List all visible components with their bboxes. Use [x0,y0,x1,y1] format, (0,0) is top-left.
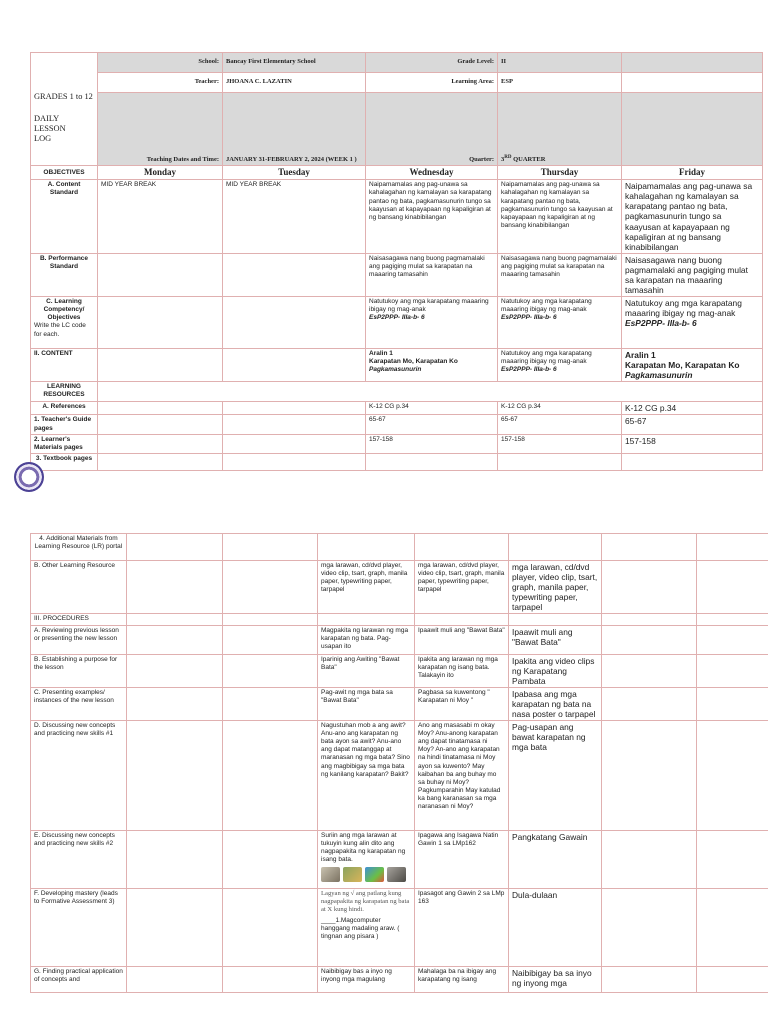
r1c3 [223,534,318,561]
content-label: II. CONTENT [31,349,98,382]
r10c2 [127,966,223,992]
friday-purpose: Ipakita ang video clips ng Karapatang Pambata [509,654,602,687]
r4c7 [602,625,697,654]
tuesday-content [223,349,366,382]
thursday-performance-standard: Naisasagawa nang buong pagmamalaki ang pagiging mulat sa karapatan na maaaring tamasahin [498,253,622,296]
discussing-1-label: D. Discussing new concepts and practicing new skills #1 [31,720,127,830]
school-label: School: [98,53,223,73]
r7c3 [223,720,318,830]
r10c8 [697,966,768,992]
wednesday-reviewing: Magpakita ng larawan ng mga karapatan ng bata. Pag-usapan ito [318,625,415,654]
thursday-discussing-2: Ipagawa ang Isagawa Natin Gawin 1 sa LMp162 [415,830,509,888]
monday-competency [98,297,223,349]
r8c2 [127,830,223,888]
discussing-2-label: E. Discussing new concepts and practicing new skills #2 [31,830,127,888]
dates-label: Teaching Dates and Time: [98,93,223,166]
friday-discussing-2: Pangkatang Gawain [509,830,602,888]
friday-performance-standard: Naisasagawa nang buong pagmamalaki ang pagiging mulat sa karapatan na maaaring tamasahin [622,253,763,296]
area-value: ESP [498,73,622,93]
r8c8 [697,830,768,888]
r6c8 [697,687,768,720]
thursday-application: Mahalaga ba na ibigay ang karapatang ng isang [415,966,509,992]
tuesday-performance-standard [223,253,366,296]
friday-lm: 157-158 [622,434,763,453]
tuesday-lm [223,434,366,453]
thursday-lm: 157-158 [498,434,622,453]
day-monday: Monday [98,166,223,180]
day-friday: Friday [622,166,763,180]
r2c3 [223,561,318,614]
r6c7 [602,687,697,720]
r3c7 [602,614,697,625]
r4c2 [127,625,223,654]
friday-mastery: Dula-dulaan [509,888,602,966]
thursday-discussing-1: Ano ang masasabi m okay Moy? Anu-anong karapatan ang dapat tinatamasa ni Moy? An-ano ang karapatan na hindi tinatamasa ni Moy ayon sa kuwento? May kaibahan ba ang buhay mo sa buhay ni Moy? Pagkumparahin May katulad ka bang karanasan sa mga naranasan ni Moy? [415,720,509,830]
r9c8 [697,888,768,966]
area-label: Learning Area: [366,73,498,93]
thursday-other-resource: mga larawan, cd/dvd player, video clip, tsart, graph, manila paper, typewriting paper, tarpapel [415,561,509,614]
friday-reviewing: Ipaawit muli ang "Bawat Bata" [509,625,602,654]
content-standard-label: A. Content Standard [31,180,98,254]
wednesday-discussing-2: Suriin ang mga larawan at tukuyin kung alin dito ang nagpapakita ng karapatan ng isang bata. [318,830,415,888]
monday-tb [98,453,223,470]
monday-tg [98,415,223,434]
picture-2-icon [343,867,362,882]
thursday-references: K-12 CG p.34 [498,402,622,415]
wednesday-references: K-12 CG p.34 [366,402,498,415]
r9c2 [127,888,223,966]
dll-header-table [30,52,763,471]
performance-standard-label: B. Performance Standard [31,253,98,296]
dll-procedures-table [30,533,768,993]
friday-application: Naibibigay ba sa inyo ng inyong mga [509,966,602,992]
mastery-label: F. Developing mastery (leads to Formative Assessment 3) [31,888,127,966]
picture-3-icon [365,867,384,882]
thursday-presenting: Pagbasa sa kuwentong " Karapatan ni Moy " [415,687,509,720]
thursday-purpose: Ipakita ang larawan ng mga karapatan ng isang bata. Talakayin ito [415,654,509,687]
competency-label: C. Learning Competency/ Objectives [43,298,85,322]
r6c2 [127,687,223,720]
picture-1-icon [321,867,340,882]
purpose-label: B. Establishing a purpose for the lesson [31,654,127,687]
competency-label-cell [31,297,98,349]
presenting-label: C. Presenting examples/ instances of the new lesson [31,687,127,720]
r3c6 [509,614,602,625]
r8c3 [223,830,318,888]
r1c6 [509,534,602,561]
wednesday-content: Aralin 1 Karapatan Mo, Karapatan Ko Pagkamasunurin [366,349,498,382]
friday-other-resource: mga larawan, cd/dvd player, video clip, tsart, graph, manila paper, typewriting paper, tarpapel [509,561,602,614]
r2c8 [697,561,768,614]
r1c2 [127,534,223,561]
thursday-reviewing: Ipaawit muli ang "Bawat Bata" [415,625,509,654]
tuesday-content-standard: MID YEAR BREAK [223,180,366,254]
tuesday-competency [223,297,366,349]
picture-thumbnails [321,867,411,883]
friday-competency: Natutukoy ang mga karapatang maaaring ibigay ng mag-anak EsP2PPP- IIIa-b- 6 [622,297,763,349]
header-blank-1 [622,53,763,73]
day-tuesday: Tuesday [223,166,366,180]
r3c8 [697,614,768,625]
r5c7 [602,654,697,687]
wednesday-purpose: Iparinig ang Awiting "Bawat Bata" [318,654,415,687]
r7c7 [602,720,697,830]
learning-resources-heading: LEARNING RESOURCES [31,382,98,402]
wednesday-lm: 157-158 [366,434,498,453]
friday-tb [622,453,763,470]
r7c2 [127,720,223,830]
procedures-heading: III. PROCEDURES [31,614,127,625]
wednesday-presenting: Pag-awit ng mga bata sa "Bawat Bata" [318,687,415,720]
quarter-value: 3RD QUARTER [498,93,622,166]
r7c8 [697,720,768,830]
r3c4 [318,614,415,625]
thursday-content: Natutukoy ang mga karapatang maaaring ibigay ng mag-anak EsP2PPP- IIIa-b- 6 [498,349,622,382]
r1c7 [602,534,697,561]
r1c5 [415,534,509,561]
teacher-label: Teacher: [98,73,223,93]
teacher-value: JHOANA C. LAZATIN [223,73,366,93]
friday-discussing-1: Pag-usapan ang bawat karapatan ng mga bata [509,720,602,830]
header-blank-3 [622,93,763,166]
friday-references: K-12 CG p.34 [622,402,763,415]
monday-performance-standard [98,253,223,296]
friday-presenting: Ipabasa ang mga karapatan ng bata na nasa poster o tarpapel [509,687,602,720]
r3c3 [223,614,318,625]
friday-content-standard: Naipamamalas ang pag-unawa sa kahalagahan ng kamalayan sa karapatang pantao ng bata, pagkamasunurin tungo sa kaayusan at kapayapaan ng kapaligiran at ng bansang kinabibilangan [622,180,763,254]
friday-tg: 65-67 [622,415,763,434]
r2c7 [602,561,697,614]
additional-materials-label: 4. Additional Materials from Learning Resource (LR) portal [31,534,127,561]
r10c7 [602,966,697,992]
monday-content-standard: MID YEAR BREAK [98,180,223,254]
r5c2 [127,654,223,687]
school-value: Bancay First Elementary School [223,53,366,73]
r10c3 [223,966,318,992]
objectives-heading: OBJECTIVES [31,166,98,180]
tuesday-tg [223,415,366,434]
deped-seal-icon [14,462,44,492]
wednesday-tg: 65-67 [366,415,498,434]
textbook-label: 3. Textbook pages [31,453,98,470]
r9c3 [223,888,318,966]
r2c2 [127,561,223,614]
r5c3 [223,654,318,687]
reviewing-label: A. Reviewing previous lesson or presenting the new lesson [31,625,127,654]
thursday-tg: 65-67 [498,415,622,434]
learners-materials-label: 2. Learner's Materials pages [31,434,98,453]
r5c8 [697,654,768,687]
monday-references [98,402,223,415]
r1c4 [318,534,415,561]
thursday-content-standard: Naipamamalas ang pag-unawa sa kahalagahan ng kamalayan sa karapatang pantao ng bata, pagkamasunurin tungo sa kaayusan at kapayapaan ng kapaligiran at ng bansang kinabibilangan [498,180,622,254]
r6c3 [223,687,318,720]
day-wednesday: Wednesday [366,166,498,180]
r9c7 [602,888,697,966]
wednesday-discussing-1: Nagustuhan mob a ang awit? Anu-ano ang karapatan ng bata ayon sa awit? Anu-ano ang dapat matanggap at maranasan ng mga bata? Sino ang magbibigay sa mga bata ng kanilang karapatan? Bakit? [318,720,415,830]
day-thursday: Thursday [498,166,622,180]
grades-label: GRADES 1 to 12 [34,91,93,101]
application-label: G. Finding practical application of concepts and [31,966,127,992]
monday-content [98,349,223,382]
r4c3 [223,625,318,654]
thursday-tb [498,453,622,470]
r8c7 [602,830,697,888]
tuesday-tb [223,453,366,470]
picture-4-icon [387,867,406,882]
grade-value: II [498,53,622,73]
thursday-mastery: Ipasagot ang Gawin 2 sa LMp 163 [415,888,509,966]
dates-value: JANUARY 31-FEBRUARY 2, 2024 (WEEK 1 ) [223,93,366,166]
monday-lm [98,434,223,453]
teachers-guide-label: 1. Teacher's Guide pages [31,415,98,434]
competency-note: Write the LC code for each. [34,322,86,338]
wednesday-performance-standard: Naisasagawa nang buong pagmamalaki ang pagiging mulat sa karapatan na maaaring tamasahin [366,253,498,296]
wednesday-competency: Natutukoy ang mga karapatang maaaring ibigay ng mag-anak EsP2PPP- IIIa-b- 6 [366,297,498,349]
header-blank-2 [622,73,763,93]
quarter-label: Quarter: [366,93,498,166]
r3c5 [415,614,509,625]
other-resource-label: B. Other Learning Resource [31,561,127,614]
learning-resources-blank [98,382,763,402]
wednesday-content-standard: Naipamamalas ang pag-unawa sa kahalagahan ng kamalayan sa karapatang pantao ng bata, pagkamasunurin tungo sa kaayusan at kapayapaan ng kapaligiran at ng bansang kinabibilangan [366,180,498,254]
title-cell [31,53,98,166]
wednesday-application: Naibibigay bas a inyo ng inyong mga magulang [318,966,415,992]
references-label: A. References [31,402,98,415]
wednesday-mastery: Lagyan ng √ ang patlang kung nagpapakita ng karapatan ng bata at X kung hindi. ____1.Magcomputer hanggang madaling araw. ( tingnan ang pisara ) [318,888,415,966]
tuesday-references [223,402,366,415]
r4c8 [697,625,768,654]
friday-content: Aralin 1 Karapatan Mo, Karapatan Ko Pagkamasunurin [622,349,763,382]
r3c2 [127,614,223,625]
dll-label: DAILY LESSON LOG [34,113,66,144]
wednesday-other-resource: mga larawan, cd/dvd player, video clip, tsart, graph, manila paper, typewriting paper, tarpapel [318,561,415,614]
thursday-competency: Natutukoy ang mga karapatang maaaring ibigay ng mag-anak EsP2PPP- IIIa-b- 6 [498,297,622,349]
wednesday-tb [366,453,498,470]
grade-label: Grade Level: [366,53,498,73]
r1c8 [697,534,768,561]
